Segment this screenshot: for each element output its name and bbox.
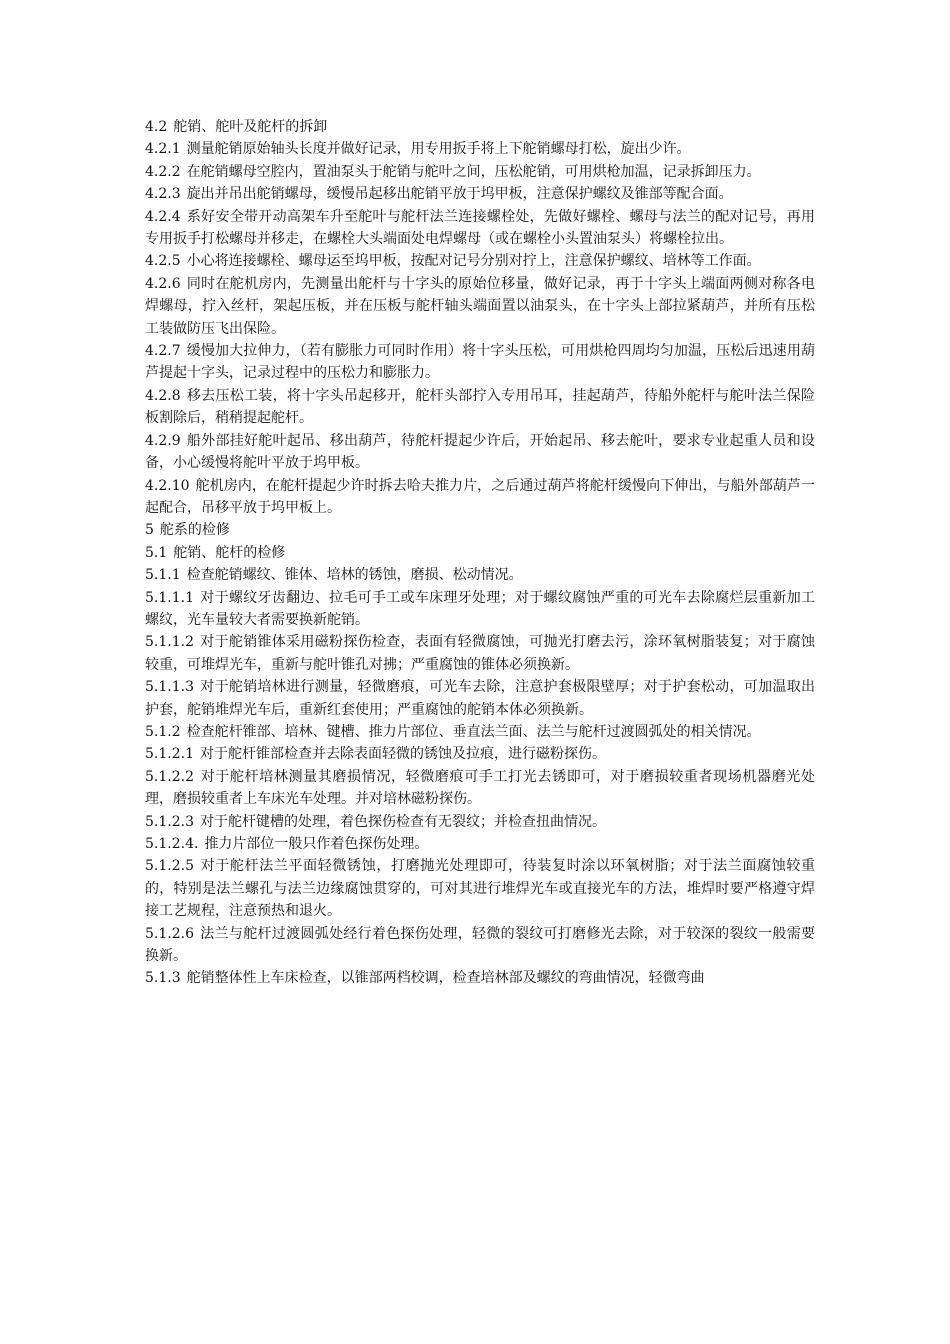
section-number: 4.2.7 [145, 343, 181, 360]
paragraph [145, 161, 815, 183]
paragraph [145, 923, 815, 968]
section-number: 4.2.2 [145, 163, 181, 180]
section-number: 4.2.4 [145, 208, 181, 225]
section-number: 4.2.5 [145, 253, 181, 270]
section-number: 4.2.1 [145, 141, 181, 158]
paragraph [145, 138, 815, 160]
section-number: 5.1.1 [145, 567, 181, 584]
section-number: 5.1.2 [145, 723, 181, 740]
section-number: 5.1.2.2 [145, 768, 194, 785]
paragraph [145, 183, 815, 205]
section-number: 4.2.6 [145, 275, 181, 292]
paragraph-text: 对于舵杆法兰平面轻微锈蚀，打磨抛光处理即可，待装复时涂以环氧树脂；对于法兰面腐蚀较重的，特别是法兰螺孔与法兰边缘腐蚀贯穿的，可对其进行堆焊光车或直接光车的方法，堆焊时要严格遵守焊接工艺规程，注意预热和退火。 [145, 858, 815, 920]
paragraph-text: 移去压松工装，将十字头吊起移开，舵杆头部拧入专用吊耳，挂起葫芦，待船外舵杆与舵叶法兰保险板割除后，稍稍提起舵杆。 [145, 387, 815, 427]
paragraph-text: 对于舵杆培林测量其磨损情况，轻微磨痕可手工打光去锈即可，对于磨损较重者现场机器磨光处理，磨损较重者上车床光车处理。并对培林磁粉探伤。 [145, 768, 815, 808]
paragraph [145, 273, 815, 340]
section-number: 5.1.3 [145, 970, 181, 987]
section-number: 4.2.9 [145, 432, 181, 449]
paragraph [145, 855, 815, 922]
paragraph-text: 检查舵杆锥部、培林、键槽、推力片部位、垂直法兰面、法兰与舵杆过渡圆弧处的相关情况。 [186, 723, 761, 740]
paragraph [145, 967, 815, 989]
section-number: 5.1.1.1 [145, 589, 194, 606]
paragraph [145, 587, 815, 632]
section-number: 4.2.3 [145, 186, 181, 203]
section-number: 4.2 [145, 119, 168, 135]
paragraph-text: 对于舵销培林进行测量，轻微磨痕，可光车去除，注意护套极限壁厚；对于护套松动，可加温取出护套，舵销堆焊光车后，重新红套使用；严重腐蚀的舵销本体必须换新。 [145, 679, 815, 718]
section-number: 5.1.2.5 [145, 858, 194, 875]
paragraph-text: 小心将连接螺栓、螺母运至坞甲板，按配对记号分别对拧上，注意保护螺纹、培林等工作面。 [186, 253, 761, 270]
paragraph-text: 舵销、舵叶及舵杆的拆卸 [173, 119, 328, 135]
paragraph [145, 542, 815, 564]
paragraph-text: 对于舵杆键槽的处理，着色探伤检查有无裂纹；并检查扭曲情况。 [199, 813, 606, 830]
document-page [145, 116, 815, 990]
paragraph [145, 721, 815, 743]
section-number: 4.2.8 [145, 387, 181, 404]
section-number: 5.1.1.3 [145, 679, 194, 696]
paragraph-text: 舵机房内，在舵杆提起少许时拆去哈夫推力片，之后通过葫芦将舵杆缓慢向下伸出，与船外部葫芦一起配合，吊移平放于坞甲板上。 [145, 477, 815, 516]
paragraph-text: 在舵销螺母空腔内，置油泵头于舵销与舵叶之间，压松舵销，可用烘枪加温，记录拆卸压力。 [186, 163, 761, 180]
paragraph-text: 舵销整体性上车床检查，以锥部两档校调，检查培林部及螺纹的弯曲情况，轻微弯曲 [186, 970, 705, 987]
paragraph [145, 833, 815, 855]
paragraph-text: 检查舵销螺纹、锥体、培林的锈蚀，磨损、松动情况。 [186, 567, 523, 584]
paragraph [145, 519, 815, 541]
paragraph [145, 206, 815, 251]
paragraph [145, 250, 815, 272]
paragraph-text: 推力片部位一般只作着色探伤处理。 [204, 836, 429, 852]
section-number: 5 [145, 522, 154, 539]
paragraph-text: 系好安全带开动高架车升至舵叶与舵杆法兰连接螺栓处，先做好螺栓、螺母与法兰的配对记号，再用专用扳手打松螺母并移走，在螺栓大头端面处电焊螺母（或在螺栓小头置油泵头）将螺栓拉出。 [145, 208, 815, 248]
paragraph [145, 340, 815, 385]
paragraph [145, 743, 815, 765]
paragraph-text: 同时在舵机房内，先测量出舵杆与十字头的原始位移量，做好记录，再于十字头上端面两侧对称各电焊螺母，拧入丝杆，架起压板，并在压板与舵杆轴头端面置以油泵头，在十字头上部拉紧葫芦，并所有压松工装做防压飞出保险。 [145, 275, 815, 337]
paragraph-text: 对于螺纹牙齿翻边、拉毛可手工或车床理牙处理；对于螺纹腐蚀严重的可光车去除腐烂层重新加工螺纹，光车量较大者需要换新舵销。 [145, 589, 815, 628]
paragraph-text: 船外部挂好舵叶起吊、移出葫芦，待舵杆提起少许后，开始起吊、移去舵叶，要求专业起重人员和设备，小心缓慢将舵叶平放于坞甲板。 [145, 432, 815, 472]
section-number: 5.1.2.4. [145, 836, 199, 852]
paragraph [145, 676, 815, 721]
section-number: 5.1 [145, 544, 168, 561]
paragraph [145, 564, 815, 586]
paragraph [145, 385, 815, 430]
paragraph [145, 116, 815, 138]
section-number: 5.1.2.1 [145, 746, 194, 763]
paragraph [145, 430, 815, 475]
paragraph-text: 对于舵销锥体采用磁粉探伤检查，表面有轻微腐蚀，可抛光打磨去污，涂环氧树脂装复；对于腐蚀较重，可堆焊光车，重新与舵叶锥孔对拂；严重腐蚀的锥体必须换新。 [145, 634, 815, 673]
paragraph-text: 舵系的检修 [159, 522, 230, 539]
paragraph [145, 475, 815, 520]
paragraph [145, 811, 815, 833]
paragraph [145, 766, 815, 811]
paragraph-text: 旋出并吊出舵销螺母，缓慢吊起移出舵销平放于坞甲板，注意保护螺纹及锥部等配合面。 [186, 186, 733, 203]
section-number: 4.2.10 [145, 477, 190, 494]
paragraph [145, 631, 815, 676]
paragraph-text: 法兰与舵杆过渡圆弧处经行着色探伤处理，轻微的裂纹可打磨修光去除，对于较深的裂纹一般需要换新。 [145, 925, 815, 965]
section-number: 5.1.1.2 [145, 634, 194, 651]
paragraph-text: 对于舵杆锥部检查并去除表面轻微的锈蚀及拉痕，进行磁粉探伤。 [199, 746, 606, 763]
paragraph-text: 测量舵销原始轴头长度并做好记录，用专用扳手将上下舵销螺母打松，旋出少许。 [186, 141, 691, 158]
paragraph-text: 缓慢加大拉伸力，（若有膨胀力可同时作用）将十字头压松，可用烘枪四周均匀加温，压松后迅速用葫芦提起十字头，记录过程中的压松力和膨胀力。 [145, 343, 815, 382]
section-number: 5.1.2.3 [145, 813, 194, 830]
paragraph-text: 舵销、舵杆的检修 [173, 544, 286, 561]
section-number: 5.1.2.6 [145, 925, 194, 942]
